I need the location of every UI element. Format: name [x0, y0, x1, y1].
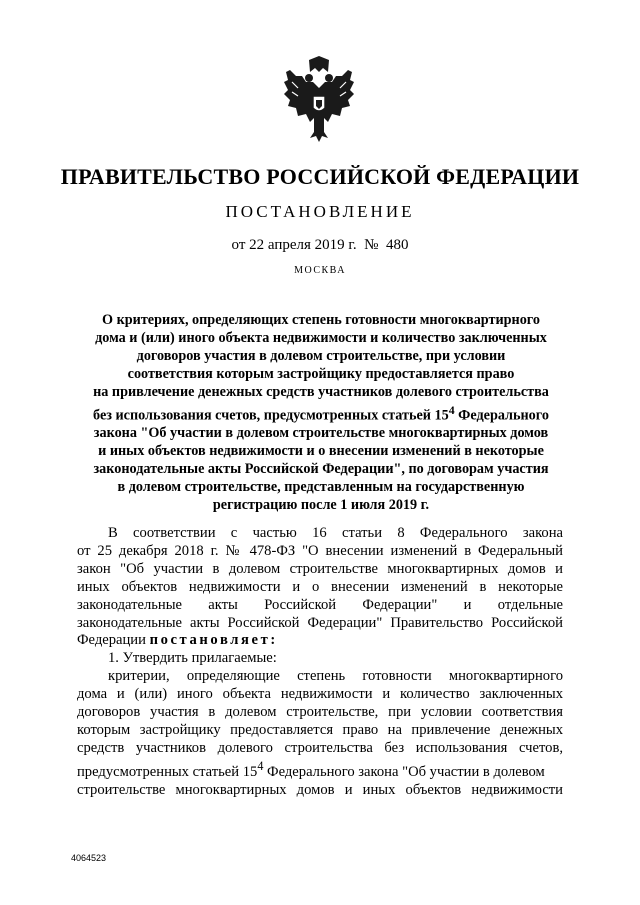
body-line: дома и (или) иного объекта недвижимости и количество заключенных — [77, 686, 563, 703]
body-line: строительстве многоквартирных домов и иных объектов недвижимости — [77, 781, 563, 798]
heading-line: О критериях, определяющих степень готовности многоквартирного — [102, 312, 540, 328]
superscript: 4 — [448, 402, 455, 417]
body-line: законодательные акты Российской Федерации" и отдельные — [77, 596, 563, 613]
document-date-number: от 22 апреля 2019 г. № 480 — [231, 237, 409, 253]
body-line: от 25 декабря 2018 г. № 478-ФЗ "О внесении изменений в Федеральный — [77, 542, 563, 559]
document-body — [77, 525, 563, 799]
body-line: закон "Об участии в долевом строительстве многоквартирных домов и — [77, 560, 563, 577]
heading-line: соответствия которым застройщику предоставляется право — [127, 365, 515, 382]
resolution-word: постановляет: — [149, 632, 278, 649]
heading-line: на привлечение денежных средств участников долевого строительства — [93, 383, 549, 400]
body-text: Федерации — [77, 632, 150, 649]
coat-of-arms-emblem — [276, 52, 362, 148]
document-city: МОСКВА — [294, 265, 346, 276]
heading-line: договоров участия в долевом строительстве, при условии — [136, 347, 506, 364]
body-line: 1. Утвердить прилагаемые: — [108, 650, 277, 667]
body-text: предусмотренных статьей 15 — [77, 763, 258, 780]
body-line: которым застройщику предоставляется право на привлечение денежных — [77, 721, 563, 738]
heading-text: без использования счетов, предусмотренных статьей 15 — [93, 407, 449, 424]
document-heading — [76, 312, 566, 515]
heading-line: закона "Об участии в долевом строительстве многоквартирных домов — [93, 425, 549, 442]
heading-line: законодательные акты Российской Федерации", по договорам участия — [93, 460, 549, 477]
body-line: законодательные акты Российской Федерации" Правительство Российской — [77, 614, 563, 631]
document-type: ПОСТАНОВЛЕНИЕ — [225, 202, 415, 221]
document-code: 4064523 — [71, 853, 107, 863]
body-line — [77, 758, 563, 782]
body-line — [77, 632, 563, 650]
heading-text: Федерального — [454, 407, 549, 424]
superscript: 4 — [257, 758, 264, 773]
heading-line: дома и (или) иного объекта недвижимости и количество заключенных — [95, 329, 547, 346]
heading-line: и иных объектов недвижимости и о внесении изменений в некоторые — [98, 443, 544, 460]
body-line: договоров участия в долевом строительстве, при условии соответствия — [77, 704, 563, 721]
government-title: ПРАВИТЕЛЬСТВО РОССИЙСКОЙ ФЕДЕРАЦИИ — [60, 164, 580, 189]
body-text: Федерального закона "Об участии в долевом — [263, 763, 545, 780]
body-line: средств участников долевого строительства без использования счетов, — [77, 739, 563, 756]
body-line: критерии, определяющие степень готовности многоквартирного — [108, 668, 563, 685]
body-line: иных объектов недвижимости и о внесении изменений в некоторые — [77, 578, 563, 595]
body-line: В соответствии с частью 16 статьи 8 Федерального закона — [108, 525, 563, 541]
heading-line — [76, 402, 566, 426]
heading-line: в долевом строительстве, представленным на государственную — [117, 478, 525, 495]
heading-line: регистрацию после 1 июля 2019 г. — [212, 496, 430, 513]
